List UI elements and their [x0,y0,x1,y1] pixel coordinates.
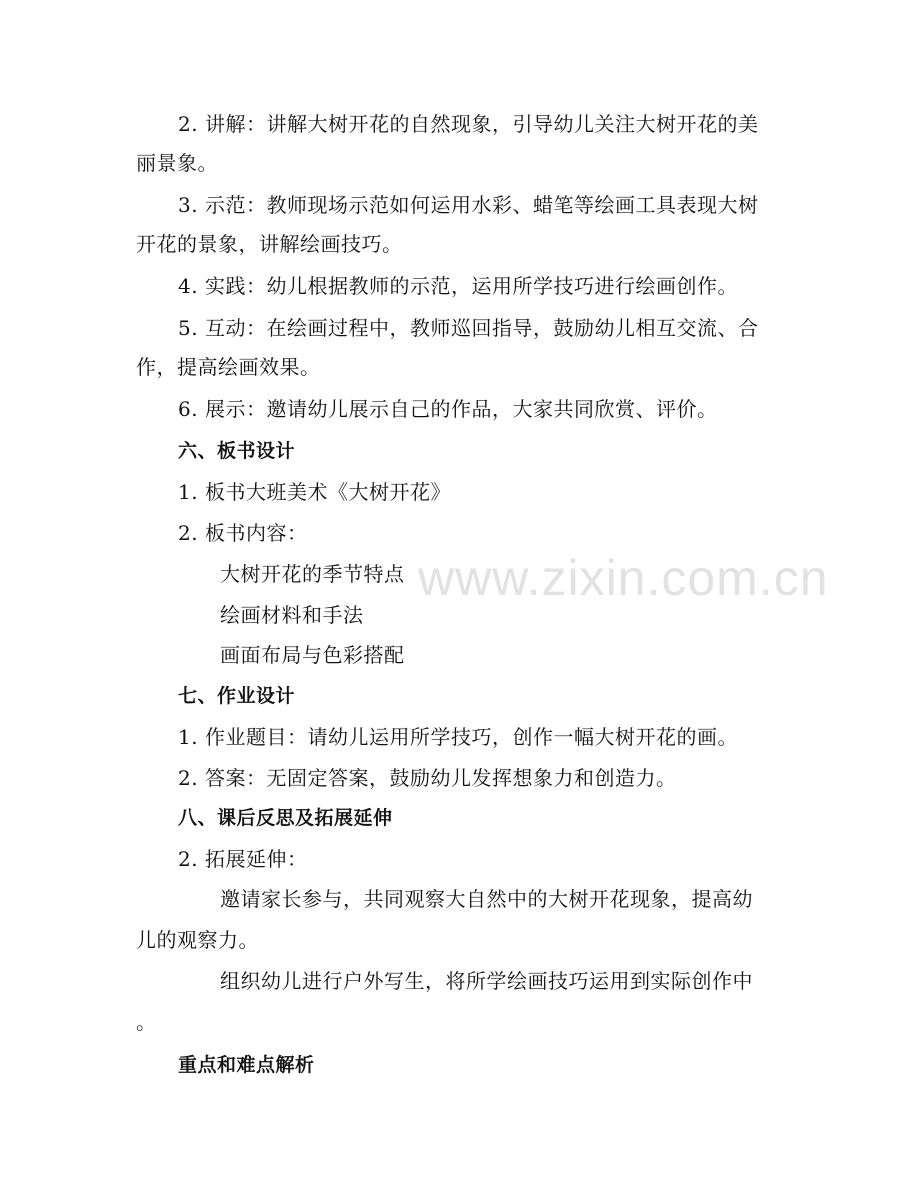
board-content-2: 绘画材料和手法 [220,603,364,627]
section-heading-reflection: 八、课后反思及拓展延伸 [178,807,393,829]
section-heading-key-points: 重点和难点解析 [178,1054,315,1076]
extension-paragraph-1-cont: 儿的观察力。 [136,928,259,952]
paragraph-step-2-cont: 丽景象。 [136,151,218,175]
board-content-1: 大树开花的季节特点 [220,562,405,586]
extension-paragraph-2: 组织幼儿进行户外写生，将所学绘画技巧运用到实际创作中 [220,969,753,993]
paragraph-step-3-cont: 开花的景象，讲解绘画技巧。 [136,232,403,256]
paragraph-step-3: 3. 示范：教师现场示范如何运用水彩、蜡笔等绘画工具表现大树 [178,193,759,217]
section-heading-homework: 七、作业设计 [178,685,296,707]
board-item-1: 1. 板书大班美术《大树开花》 [178,480,451,504]
paragraph-step-2: 2. 讲解：讲解大树开花的自然现象，引导幼儿关注大树开花的美 [178,112,759,136]
paragraph-step-5: 5. 互动：在绘画过程中，教师巡回指导，鼓励幼儿相互交流、合 [178,316,759,340]
homework-item-1: 1. 作业题目：请幼儿运用所学技巧，创作一幅大树开花的画。 [178,725,738,749]
board-content-3: 画面布局与色彩搭配 [220,643,405,667]
homework-item-2: 2. 答案：无固定答案，鼓励幼儿发挥想象力和创造力。 [178,766,677,790]
watermark-text: www.zixin.com.cn [418,550,829,606]
paragraph-step-6: 6. 展示：邀请幼儿展示自己的作品，大家共同欣赏、评价。 [178,397,718,421]
paragraph-step-5-cont: 作，提高绘画效果。 [136,355,321,379]
extension-item-2: 2. 拓展延伸： [178,847,308,871]
section-heading-board-design: 六、板书设计 [178,440,296,462]
extension-paragraph-2-cont: 。 [136,1010,157,1034]
extension-paragraph-1: 邀请家长参与，共同观察大自然中的大树开花现象，提高幼 [220,887,753,911]
board-item-2: 2. 板书内容： [178,521,308,545]
paragraph-step-4: 4. 实践：幼儿根据教师的示范，运用所学技巧进行绘画创作。 [178,274,738,298]
